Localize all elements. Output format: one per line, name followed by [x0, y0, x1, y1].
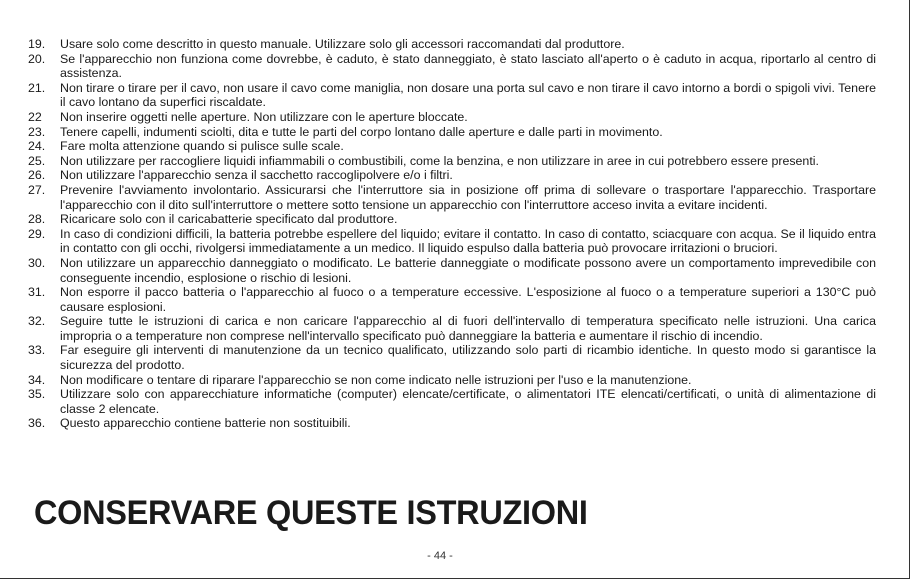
list-item — [28, 183, 876, 212]
item-text: Seguire tutte le istruzioni di carica e non caricare l'apparecchio al di fuori dell'intervallo di temperatura specificato nelle istruzioni. Una carica impropria o a temperature non comprese nell'intervallo specificato può danneggiare la batteria e aumentare il rischio di incendio. — [60, 314, 876, 343]
item-text: Non tirare o tirare per il cavo, non usare il cavo come maniglia, non dosare una porta sul cavo e non tirare il cavo intorno a bordi o spigoli vivi. Tenere il cavo lontano da superfici riscaldate. — [60, 80, 876, 110]
list-item — [28, 168, 876, 183]
list-item — [28, 373, 876, 388]
item-number: 35. — [28, 387, 46, 402]
list-item — [28, 285, 876, 314]
item-text: Tenere capelli, indumenti sciolti, dita e tutte le parti del corpo lontano dalle aperture e dalle parti in movimento. — [60, 124, 663, 139]
item-text: Far eseguire gli interventi di manutenzione da un tecnico qualificato, utilizzando solo parti di ricambio identiche. In questo modo si garantisce la sicurezza del prodotto. — [60, 343, 876, 373]
item-number: 20. — [28, 51, 46, 66]
safety-instructions-list — [28, 37, 876, 431]
item-text: Se l'apparecchio non funziona come dovrebbe, è caduto, è stato danneggiato, è stato lasciato all'aperto o è caduto in acqua, riportarlo al centro di assistenza. — [60, 51, 876, 81]
list-item — [28, 139, 876, 154]
item-text: Prevenire l'avviamento involontario. Assicurarsi che l'interruttore sia in posizione off prima di sollevare o trasportare l'apparecchio. Trasportare l'apparecchio con il dito sull'interruttore o mettere sotto tensione un apparecchio con l'interruttore acceso invita a evitare incidenti. — [60, 182, 876, 212]
item-number: 36. — [28, 416, 46, 431]
list-item — [28, 256, 876, 285]
item-number: 28. — [28, 212, 46, 227]
item-number: 30. — [28, 255, 46, 270]
item-number: 19. — [28, 37, 46, 51]
page-number: - 44 - — [427, 550, 453, 562]
list-item — [28, 416, 876, 431]
item-number: 23. — [28, 124, 46, 139]
list-item — [28, 227, 876, 256]
item-text: Utilizzare solo con apparecchiature informatiche (computer) elencate/certificate, o alimentatori ITE elencati/certificati, o unità di alimentazione di classe 2 elencate. — [60, 387, 876, 416]
item-text: Non utilizzare un apparecchio danneggiato o modificato. Le batterie danneggiate o modificate possono avere un comportamento imprevedibile con conseguente incendio, esplosione o rischio di lesioni. — [60, 255, 876, 285]
item-text: Questo apparecchio contiene batterie non sostituibili. — [60, 416, 351, 431]
list-item — [28, 37, 876, 52]
section-title: CONSERVARE QUESTE ISTRUZIONI — [34, 494, 588, 532]
item-number: 21. — [28, 80, 46, 95]
item-text: Non inserire oggetti nelle aperture. Non utilizzare con le aperture bloccate. — [60, 109, 468, 124]
item-number: 26. — [28, 168, 46, 183]
item-text: Non utilizzare per raccogliere liquidi infiammabili o combustibili, come la benzina, e non utilizzare in aree in cui potrebbero essere presenti. — [60, 153, 819, 168]
item-text: Non utilizzare l'apparecchio senza il sacchetto raccoglipolvere e/o i filtri. — [60, 168, 453, 183]
list-item — [28, 81, 876, 110]
item-text: Ricaricare solo con il caricabatterie specificato dal produttore. — [60, 212, 398, 227]
item-text: Fare molta attenzione quando si pulisce sulle scale. — [60, 139, 344, 154]
item-number: 22 — [28, 109, 42, 124]
item-number: 31. — [28, 285, 46, 300]
item-number: 34. — [28, 372, 46, 387]
item-number: 29. — [28, 226, 46, 241]
item-number: 27. — [28, 182, 46, 197]
list-item — [28, 212, 876, 227]
list-item — [28, 110, 876, 125]
list-item — [28, 343, 876, 372]
list-item — [28, 314, 876, 343]
list-item — [28, 125, 876, 140]
list-item — [28, 154, 876, 169]
item-number: 24. — [28, 139, 46, 154]
item-text: Usare solo come descritto in questo manuale. Utilizzare solo gli accessori raccomandati dal produttore. — [60, 37, 625, 51]
item-text: Non esporre il pacco batteria o l'apparecchio al fuoco o a temperature eccessive. L'esposizione al fuoco o a temperature superiori a 130°C può causare esplosioni. — [60, 285, 876, 314]
item-text: Non modificare o tentare di riparare l'apparecchio se non come indicato nelle istruzioni per l'uso e la manutenzione. — [60, 372, 692, 387]
list-item — [28, 52, 876, 81]
list-item — [28, 387, 876, 416]
item-text: In caso di condizioni difficili, la batteria potrebbe espellere del liquido; evitare il contatto. In caso di contatto, sciacquare con acqua. Se il liquido entra in contatto con gli occhi, rivolgersi immediatamente a un medico. Il liquido espulso dalla batteria può provocare irritazioni o bruciori. — [60, 226, 876, 256]
item-number: 25. — [28, 153, 46, 168]
item-number: 32. — [28, 314, 46, 329]
item-number: 33. — [28, 343, 46, 358]
